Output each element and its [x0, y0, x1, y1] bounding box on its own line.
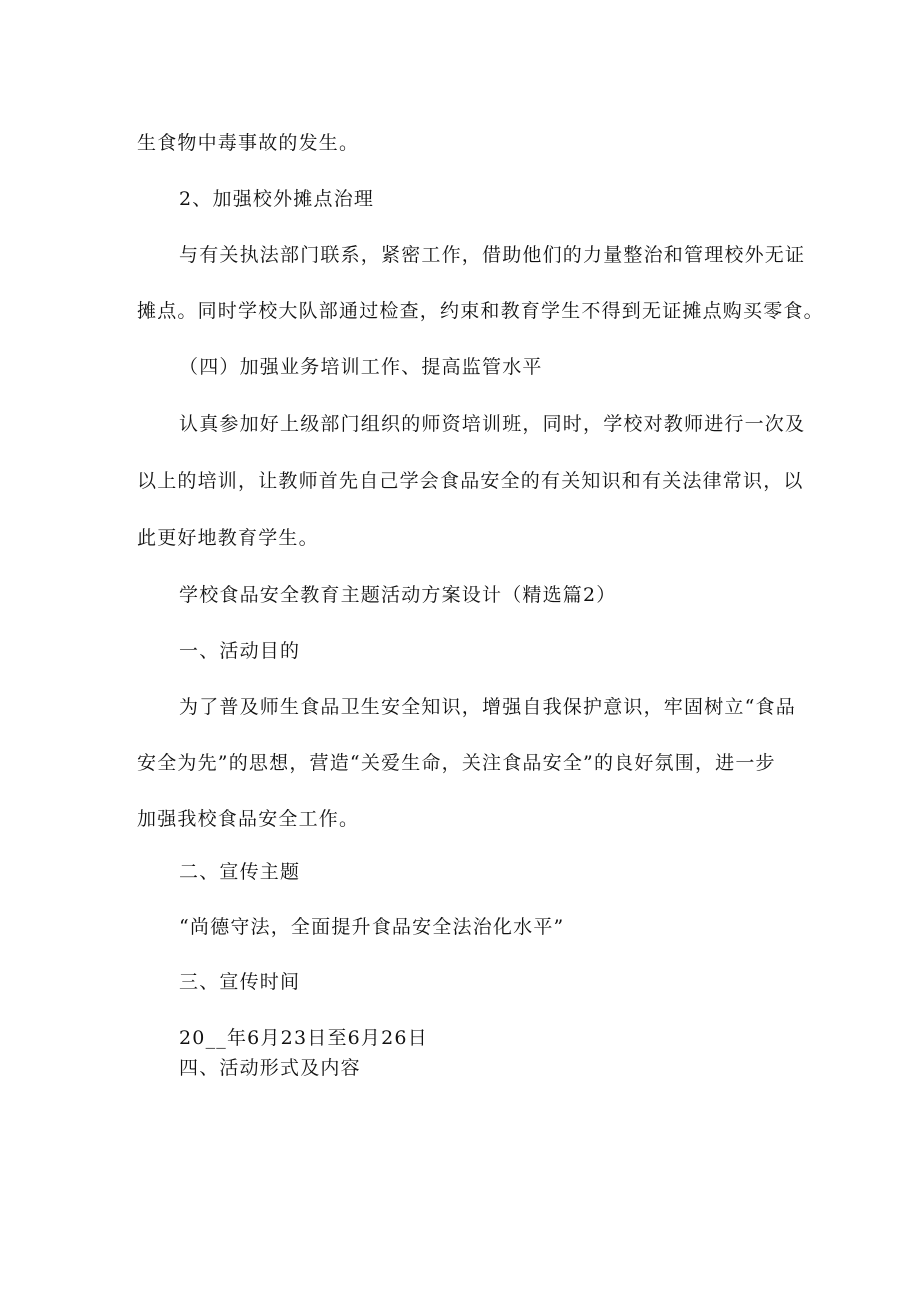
section-heading: （四）加强业务培训工作、提高监管水平	[179, 356, 543, 378]
paragraph-line: 为了普及师生食品卫生安全知识，增强自我保护意识，牢固树立“食品	[179, 696, 796, 718]
document-title: 学校食品安全教育主题活动方案设计（精选篇2）	[179, 584, 617, 606]
paragraph-line: “尚德守法，全面提升食品安全法治化水平”	[179, 916, 565, 938]
section-heading: 2、加强校外摊点治理	[179, 188, 375, 210]
paragraph-line: 以上的培训，让教师首先自己学会食品安全的有关知识和有关法律常识，以	[137, 470, 804, 492]
paragraph-line: 摊点。同时学校大队部通过检查，约束和教育学生不得到无证摊点购买零食。	[137, 300, 824, 322]
paragraph-line: 安全为先”的思想，营造“关爱生命，关注食品安全”的良好氛围，进一步	[137, 752, 776, 774]
paragraph-line: 20__年6月23日至6月26日	[179, 1027, 428, 1049]
section-heading: 四、活动形式及内容	[179, 1057, 361, 1079]
paragraph-line: 与有关执法部门联系，紧密工作，借助他们的力量整治和管理校外无证	[179, 244, 806, 266]
paragraph-line: 加强我校食品安全工作。	[137, 808, 360, 830]
section-heading: 二、宣传主题	[179, 861, 301, 883]
paragraph-line: 生食物中毒事故的发生。	[137, 132, 360, 154]
section-heading: 一、活动目的	[179, 640, 301, 662]
section-heading: 三、宣传时间	[179, 971, 301, 993]
paragraph-line: 认真参加好上级部门组织的师资培训班，同时，学校对教师进行一次及	[179, 413, 806, 435]
paragraph-line: 此更好地教育学生。	[137, 527, 319, 549]
